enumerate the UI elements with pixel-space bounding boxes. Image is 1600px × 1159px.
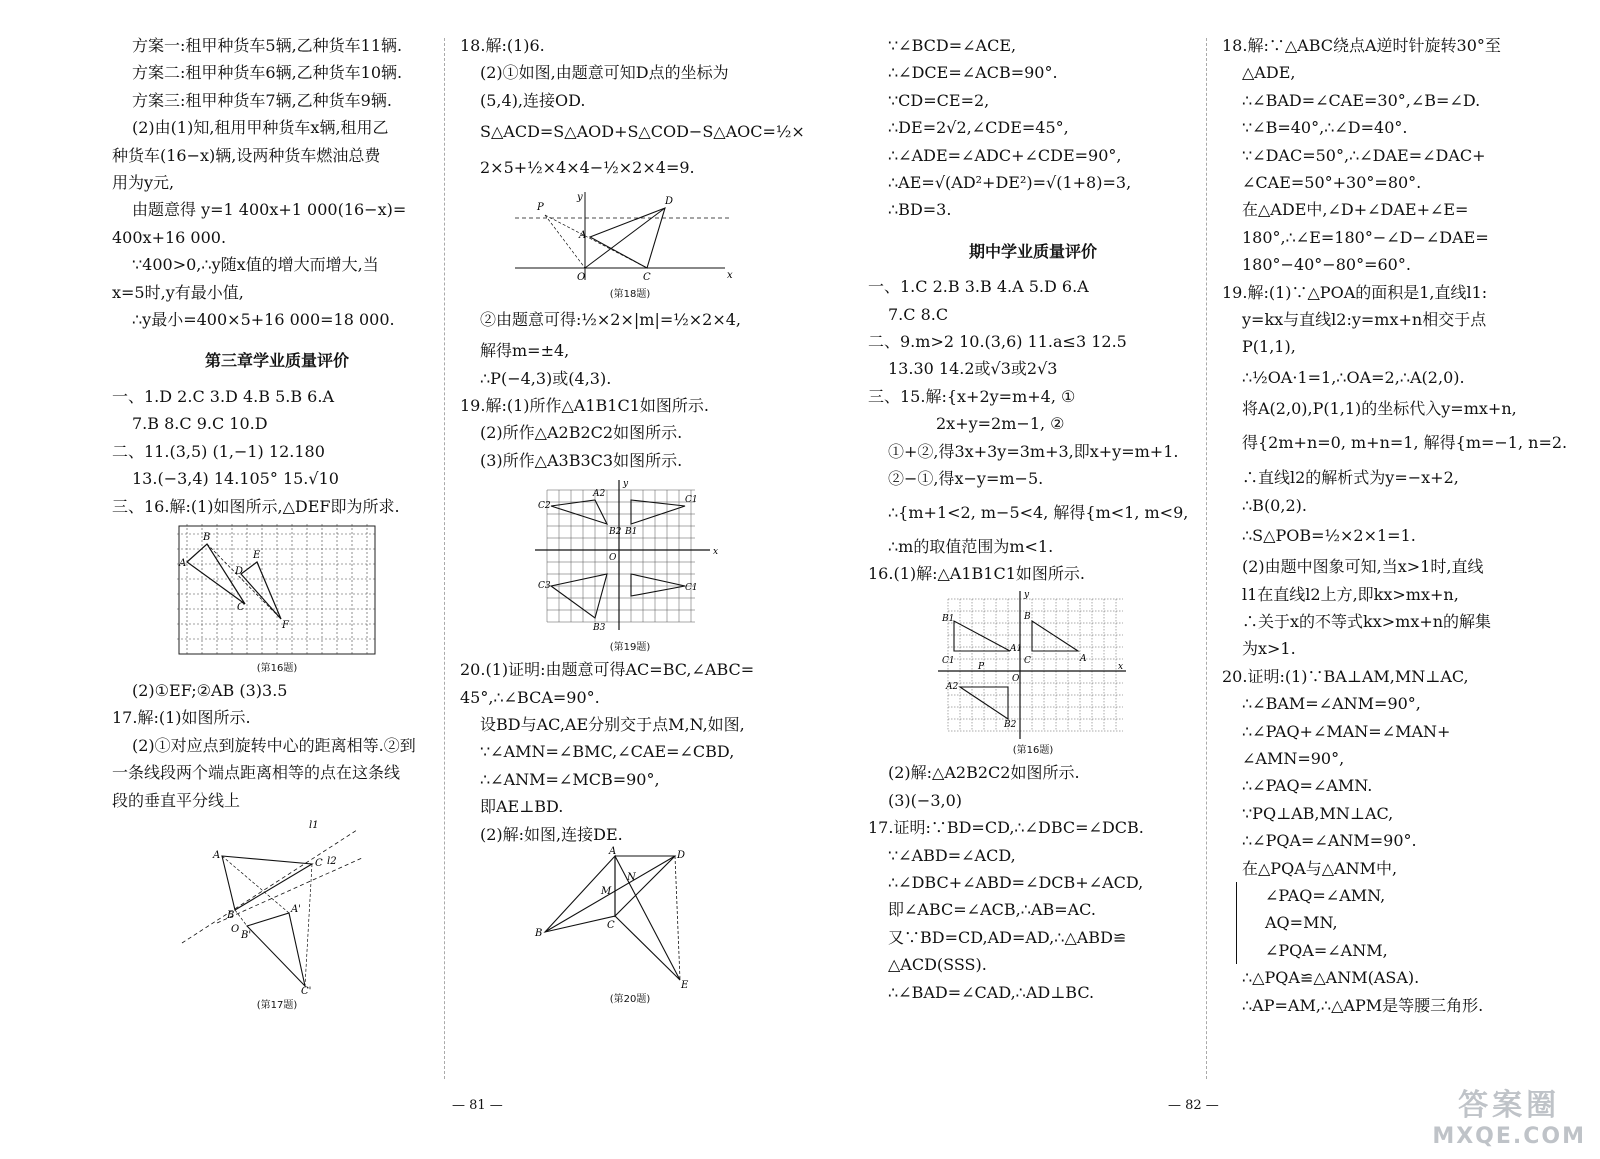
column-2 [460, 32, 805, 1008]
text-line: (2)解:△A2B2C2如图所示. [888, 763, 1080, 783]
column-divider [444, 38, 445, 1079]
text-line: ②由题意可得:½×2×|m|=½×2×4, [480, 310, 742, 330]
svg-text:C1: C1 [942, 656, 955, 667]
text-line: 设BD与AC,AE分别交于点M,N,如图, [480, 715, 745, 735]
figure-caption: (第16题) [1012, 745, 1054, 757]
text-line: 在△ADE中,∠D+∠DAE+∠E= [1242, 200, 1469, 220]
svg-text:O: O [577, 272, 586, 284]
text-line: 17.解:(1)如图所示. [112, 708, 251, 728]
svg-text:x: x [727, 270, 733, 282]
text-line: 2×5+½×4×4−½×2×4=9. [480, 158, 695, 178]
text-line: ∴DE=2√2,∠CDE=45°, [888, 118, 1069, 138]
text-line: 二、9.m>2 10.(3,6) 11.a≤3 12.5 [868, 332, 1127, 352]
text-line: ∴BD=3. [888, 200, 952, 220]
text-line: ∴AE=√(AD²+DE²)=√(1+8)=3, [888, 173, 1132, 193]
svg-text:B: B [535, 928, 543, 940]
text-line: AQ=MN, [1236, 909, 1572, 936]
svg-text:A: A [579, 230, 587, 242]
text-line: (2)①如图,由题意可知D点的坐标为 [480, 63, 729, 83]
text-line: 7.C 8.C [888, 304, 949, 324]
svg-text:N: N [627, 872, 636, 884]
text-line: 方案一:租甲种货车5辆,乙种货车11辆. [132, 36, 403, 55]
figure-caption: (第19题) [609, 642, 651, 654]
text-line: 为x>1. [1242, 639, 1296, 659]
page-number-left: — 81 — [452, 1098, 503, 1113]
text-line: 种货车(16−x)辆,设两种货车燃油总费 [112, 145, 381, 165]
watermark-title: 答案圈 [1458, 1088, 1561, 1123]
svg-text:O: O [231, 923, 240, 935]
figure-20-triangles [535, 846, 725, 992]
text-line: ∴关于x的不等式kx>mx+n的解集 [1242, 611, 1492, 631]
text-line: ∠CAE=50°+30°=80°. [1242, 173, 1422, 193]
text-line: 即AE⊥BD. [480, 797, 564, 817]
text-line: ∴AP=AM,∴△APM是等腰三角形. [1242, 995, 1484, 1015]
text-line: 方案二:租甲种货车6辆,乙种货车10辆. [132, 63, 403, 83]
text-line: 一、1.C 2.B 3.B 4.A 5.D 6.A [868, 277, 1089, 297]
svg-text:A: A [609, 846, 617, 858]
svg-text:B2: B2 [609, 527, 622, 538]
text-line: ∵CD=CE=2, [888, 90, 990, 110]
text-line: 19.解:(1)所作△A1B1C1如图所示. [460, 396, 709, 416]
column-4 [1222, 32, 1572, 1019]
svg-text:C: C [1024, 656, 1031, 667]
text-line: 45°,∴∠BCA=90°. [460, 687, 600, 707]
svg-text:x: x [1118, 662, 1124, 673]
text-line: (2)所作△A2B2C2如图所示. [480, 423, 683, 443]
text-line: (3)所作△A3B3C3如图所示. [480, 450, 683, 470]
svg-text:C: C [315, 857, 323, 869]
svg-text:C: C [237, 601, 245, 613]
svg-text:C: C [607, 920, 615, 932]
text-line: ∴∠ADE=∠ADC+∠CDE=90°, [888, 145, 1122, 165]
text-line: ∴y最小=400×5+16 000=18 000. [132, 310, 395, 330]
text-line: (2)①EF;②AB (3)3.5 [132, 680, 288, 700]
figure-19-grid [535, 478, 725, 638]
svg-text:C: C [643, 272, 651, 284]
text-line: ∴P(−4,3)或(4,3). [480, 368, 612, 388]
text-line: 180°,∴∠E=180°−∠D−∠DAE= [1242, 227, 1489, 247]
figure-17-rotation [177, 818, 377, 996]
text-line: 三、16.解:(1)如图所示,△DEF即为所求. [112, 496, 400, 516]
section-heading: 期中学业质量评价 [968, 241, 1097, 261]
text-line: 解得m=±4, [480, 341, 570, 361]
svg-text:M: M [601, 886, 612, 898]
text-line: ②−①,得x−y=m−5. [888, 469, 1044, 489]
svg-text:C1: C1 [685, 583, 698, 594]
text-line: (2)由(1)知,租用甲种货车x辆,租用乙 [132, 118, 389, 138]
watermark-logo [1432, 1080, 1586, 1149]
text-line: ∴½OA·1=1,∴OA=2,∴A(2,0). [1242, 367, 1465, 387]
text-line: ∵∠ABD=∠ACD, [888, 845, 1016, 865]
svg-text:D: D [677, 850, 686, 862]
text-line: ∠AMN=90°, [1242, 748, 1345, 768]
text-line: 16.(1)解:△A1B1C1如图所示. [868, 563, 1085, 583]
text-line: 又∵BD=CD,AD=AD,∴△ABD≌ [888, 927, 1127, 947]
text-line: ∴直线l2的解析式为y=−x+2, [1242, 468, 1459, 488]
svg-text:P: P [537, 202, 544, 214]
text-line: 18.解:∵△ABC绕点A逆时针旋转30°至 [1222, 36, 1501, 55]
text-line: ①+②,得3x+3y=3m+3,即x+y=m+1. [888, 441, 1179, 461]
text-line: ∴∠DCE=∠ACB=90°. [888, 63, 1058, 83]
svg-text:F: F [282, 619, 289, 631]
svg-text:l2: l2 [327, 855, 337, 867]
text-line: ∴∠PAQ=∠AMN. [1242, 776, 1373, 796]
text-line: ∵∠DAC=50°,∴∠DAE=∠DAC+ [1242, 145, 1486, 165]
text-line: ∵∠BCD=∠ACE, [888, 36, 1017, 55]
figure-caption: (第16题) [256, 662, 298, 674]
text-line: l1在直线l2上方,即kx>mx+n, [1242, 584, 1459, 604]
text-line: △ACD(SSS). [888, 955, 987, 975]
svg-text:C': C' [301, 985, 312, 997]
text-line: (2)解:如图,连接DE. [480, 824, 623, 844]
svg-text:P: P [978, 662, 985, 673]
figure-18-coordinate [515, 190, 745, 285]
figure-caption: (第20题) [609, 994, 651, 1006]
text-line: 即∠ABC=∠ACB,∴AB=AC. [888, 900, 1096, 920]
text-line: 方案三:租甲种货车7辆,乙种货车9辆. [132, 90, 392, 110]
text-line: ∴B(0,2). [1242, 495, 1307, 515]
figure-16-grid [177, 524, 377, 659]
svg-text:B: B [1024, 612, 1031, 623]
text-line: 一条线段两个端点距离相等的点在这条线 [112, 763, 401, 783]
svg-text:D: D [665, 196, 674, 208]
text-line: ∴∠BAD=∠CAD,∴AD⊥BC. [888, 982, 1095, 1002]
svg-text:B: B [227, 909, 235, 921]
watermark-url: MXQE.COM [1432, 1124, 1586, 1149]
text-line: 7.B 8.C 9.C 10.D [132, 414, 268, 434]
text-line: △ADE, [1242, 63, 1296, 83]
text-line: ∴∠BAM=∠ANM=90°, [1242, 694, 1421, 714]
svg-text:C1: C1 [685, 495, 698, 506]
text-line: S△ACD=S△AOD+S△COD−S△AOC=½× [480, 122, 805, 142]
svg-text:A2: A2 [946, 682, 959, 693]
text-line: ∴△PQA≌△ANM(ASA). [1242, 968, 1420, 988]
text-line: (5,4),连接OD. [480, 90, 586, 110]
text-line: 20.证明:(1)∵BA⊥AM,MN⊥AC, [1222, 666, 1469, 686]
text-line: P(1,1), [1242, 337, 1296, 357]
svg-text:x: x [713, 547, 719, 558]
text-line: 一、1.D 2.C 3.D 4.B 5.B 6.A [112, 386, 334, 406]
text-line: ∴∠PAQ+∠MAN=∠MAN+ [1242, 721, 1451, 741]
text-line: ∴∠PQA=∠ANM=90°. [1242, 831, 1417, 851]
svg-text:C3: C3 [538, 581, 551, 592]
section-heading: 第三章学业质量评价 [204, 351, 349, 371]
svg-text:C2: C2 [538, 501, 551, 512]
text-line: 13.(−3,4) 14.105° 15.√10 [132, 469, 339, 489]
text-line: ∠PAQ=∠AMN, [1236, 882, 1572, 909]
text-line: x=5时,y有最小值, [112, 282, 244, 302]
text-line: ∠PQA=∠ANM, [1236, 937, 1572, 964]
text-line: 18.解:(1)6. [460, 36, 545, 55]
text-line: (3)(−3,0) [888, 790, 962, 810]
text-line: 17.证明:∵BD=CD,∴∠DBC=∠DCB. [868, 818, 1144, 838]
column-1 [112, 32, 442, 1014]
text-line: ∵∠AMN=∠BMC,∠CAE=∠CBD, [480, 742, 735, 762]
svg-text:B: B [203, 531, 211, 543]
text-line: 用为y元, [112, 173, 175, 193]
figure-caption: (第17题) [256, 999, 298, 1011]
text-line: ∴∠ANM=∠MCB=90°, [480, 769, 660, 789]
column-3 [868, 32, 1198, 1006]
svg-text:A2: A2 [593, 489, 606, 500]
svg-text:A1: A1 [1010, 644, 1023, 655]
svg-text:B1: B1 [942, 614, 955, 625]
text-line: 由题意得 y=1 400x+1 000(16−x)= [132, 200, 407, 220]
text-line: 2x+y=2m−1, ② [936, 414, 1065, 434]
text-line: 19.解:(1)∵△POA的面积是1,直线l1: [1222, 282, 1488, 302]
text-line: (2)①对应点到旋转中心的距离相等.②到 [132, 735, 416, 755]
svg-text:D: D [235, 565, 244, 577]
text-line: ∴{m+1<2, m−5<4, 解得{m<1, m<9, [888, 502, 1189, 522]
text-line: 二、11.(3,5) (1,−1) 12.180 [112, 441, 325, 461]
svg-text:A: A [1080, 654, 1087, 665]
svg-text:l1: l1 [309, 819, 319, 831]
text-line: 20.(1)证明:由题意可得AC=BC,∠ABC= [460, 660, 755, 680]
svg-text:A': A' [291, 903, 301, 915]
text-line: 13.30 14.2或√3或2√3 [888, 359, 1058, 379]
svg-text:y: y [577, 192, 583, 204]
text-line: ∴m的取值范围为m<1. [888, 536, 1054, 556]
svg-text:E: E [681, 980, 689, 992]
svg-text:E: E [253, 549, 261, 561]
text-line: ∴∠DBC+∠ABD=∠DCB+∠ACD, [888, 872, 1144, 892]
text-line: ∵400>0,∴y随x值的增大而增大,当 [132, 255, 379, 275]
figure-caption: (第18题) [609, 289, 651, 301]
text-line: 400x+16 000. [112, 227, 227, 247]
svg-text:B1: B1 [625, 527, 638, 538]
text-line: ∴∠BAD=∠CAE=30°,∠B=∠D. [1242, 90, 1481, 110]
svg-text:A: A [213, 849, 221, 861]
text-line: ∵PQ⊥AB,MN⊥AC, [1242, 803, 1394, 823]
text-line: y=kx与直线l2:y=mx+n相交于点 [1242, 310, 1487, 330]
text-line: 段的垂直平分线上 [112, 790, 241, 810]
svg-text:O: O [1012, 674, 1020, 685]
svg-text:A: A [179, 557, 187, 569]
svg-text:B3: B3 [593, 623, 606, 634]
text-line: (2)由题中图象可知,当x>1时,直线 [1242, 557, 1484, 577]
text-line: 在△PQA与△ANM中, [1242, 858, 1398, 878]
page-number-right: — 82 — [1168, 1098, 1219, 1113]
column-divider [1206, 38, 1207, 1079]
svg-text:B': B' [241, 929, 252, 941]
text-line: 得{2m+n=0, m+n=1, 解得{m=−1, n=2. [1242, 433, 1568, 453]
text-line: ∴S△POB=½×2×1=1. [1242, 526, 1416, 546]
text-line: 180°−40°−80°=60°. [1242, 255, 1411, 275]
text-line: 三、15.解:{x+2y=m+4, ① [868, 386, 1076, 406]
svg-text:B2: B2 [1004, 720, 1017, 731]
text-line: ∵∠B=40°,∴∠D=40°. [1242, 118, 1408, 138]
figure-16b-grid [938, 591, 1128, 741]
text-line: 将A(2,0),P(1,1)的坐标代入y=mx+n, [1242, 398, 1517, 418]
svg-text:y: y [623, 479, 629, 490]
svg-text:y: y [1024, 590, 1030, 601]
svg-text:O: O [609, 553, 617, 564]
